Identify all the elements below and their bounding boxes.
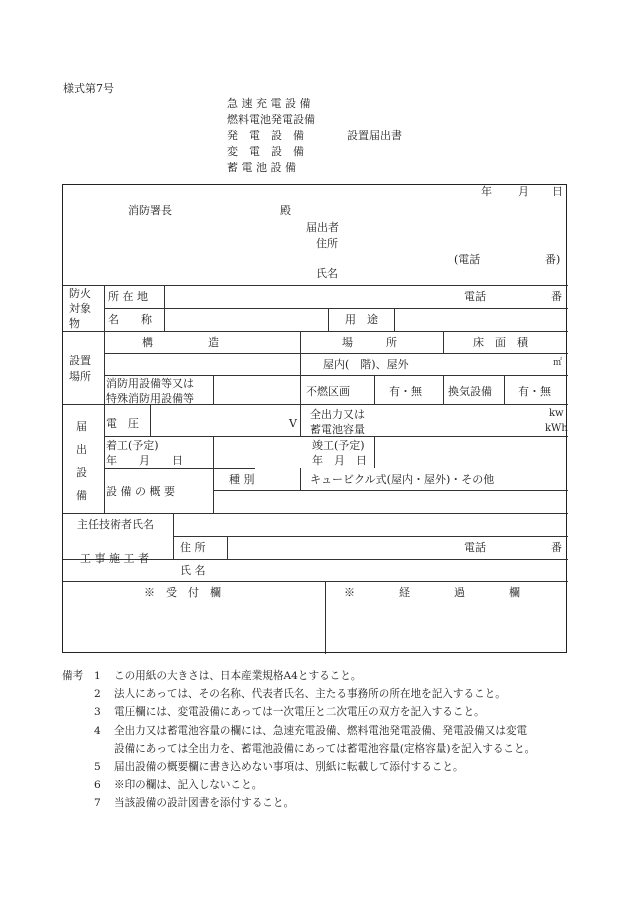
indoor-outdoor: 屋内( 階)、屋外 bbox=[323, 358, 409, 371]
site-label: 場所 bbox=[69, 370, 91, 383]
complete-label: 竣工(予定) bbox=[312, 439, 365, 452]
voltage-unit: V bbox=[289, 417, 297, 430]
target-phone-ban: 番 bbox=[551, 290, 562, 303]
honorific: 殿 bbox=[280, 204, 291, 217]
start-label: 着工(予定) bbox=[106, 439, 159, 452]
form-number: 様式第7号 bbox=[63, 82, 114, 95]
applicant-phone-label: (電話 bbox=[454, 253, 481, 266]
title-type: 蓄 電 池 設 備 bbox=[227, 161, 296, 174]
target-label: 物 bbox=[69, 317, 80, 330]
fireproof-presence: 有・無 bbox=[389, 385, 422, 398]
output-label: 全出力又は bbox=[310, 408, 365, 421]
complete-date: 年 月 日 bbox=[312, 454, 367, 467]
site-label: 設置 bbox=[69, 354, 91, 367]
contractor-phone-ban: 番 bbox=[551, 541, 562, 554]
cubicle-type: キュービクル式(屋内・屋外)・その他 bbox=[310, 473, 495, 486]
addressee-label: 消防署長 bbox=[128, 204, 172, 217]
target-location-label: 所 在 地 bbox=[108, 290, 148, 303]
sqm-unit: ㎡ bbox=[553, 358, 563, 368]
kw-unit: kw bbox=[549, 408, 564, 419]
equipment-label-char: 出 bbox=[76, 443, 87, 456]
contractor-phone-label: 電話 bbox=[464, 541, 486, 554]
floor-area-header: 床 面 積 bbox=[473, 336, 528, 349]
start-date: 年 月 日 bbox=[106, 454, 183, 467]
contractor-label: 工 事 施 工 者 bbox=[80, 552, 149, 565]
contractor-name-label: 氏 名 bbox=[180, 564, 206, 577]
progress-header: ※ 経 過 欄 bbox=[344, 586, 520, 599]
engineer-label: 主任技術者氏名 bbox=[77, 518, 154, 531]
title-type: 発 電 設 備 bbox=[227, 129, 304, 142]
structure-header: 構 造 bbox=[142, 336, 219, 349]
date-day: 日 bbox=[552, 185, 563, 198]
fire-equipment-label: 特殊消防用設備等 bbox=[106, 392, 194, 405]
ventilation-presence: 有・無 bbox=[518, 385, 551, 398]
equipment-label-char: 設 bbox=[76, 466, 87, 479]
note-item: 2 法人にあっては、その名称、代表者氏名、主たる事務所の所在地を記入すること。 bbox=[94, 688, 506, 701]
target-label: 防火 bbox=[69, 287, 91, 300]
contractor-address-label: 住 所 bbox=[180, 541, 206, 554]
fireproof-label: 不燃区画 bbox=[306, 385, 350, 398]
target-label: 対象 bbox=[69, 302, 91, 315]
date-month: 月 bbox=[518, 185, 529, 198]
applicant-name-label: 氏名 bbox=[316, 267, 338, 280]
note-item: 5 届出設備の概要欄に書き込めない事項は、別紙に転載して添付すること。 bbox=[94, 761, 464, 774]
note-item: 7 当該設備の設計図書を添付すること。 bbox=[94, 797, 295, 810]
kwh-unit: kWh bbox=[545, 423, 568, 434]
applicant-address-label: 住所 bbox=[316, 237, 338, 250]
target-use-label: 用 途 bbox=[345, 313, 378, 326]
place-header: 場 所 bbox=[342, 336, 397, 349]
ventilation-label: 換気設備 bbox=[448, 385, 492, 398]
note-item: 6 ※印の欄は、記入しないこと。 bbox=[94, 779, 263, 792]
notes bbox=[62, 667, 535, 813]
target-phone-label: 電話 bbox=[464, 290, 486, 303]
applicant-label: 届出者 bbox=[306, 221, 339, 234]
equipment-label-char: 備 bbox=[76, 489, 87, 502]
note-item: 4 全出力又は蓄電池容量の欄には、急速充電設備、燃料電池発電設備、発電設備又は変電 bbox=[94, 724, 528, 737]
title-type: 急 速 充 電 設 備 bbox=[227, 97, 311, 110]
equipment-label-char: 届 bbox=[76, 420, 87, 433]
fire-equipment-label: 消防用設備等又は bbox=[106, 377, 194, 390]
note-continuation: 設備にあっては全出力を、蓄電池設備にあっては蓄電池容量(定格容量)を記入すること。 bbox=[114, 742, 536, 755]
voltage-label: 電 圧 bbox=[106, 417, 139, 430]
title-type: 変 電 設 備 bbox=[227, 145, 304, 158]
overview-label: 設 備 の 概 要 bbox=[106, 485, 175, 498]
applicant-phone-ban: 番) bbox=[545, 253, 561, 266]
date-year: 年 bbox=[481, 185, 492, 198]
note-item: 備考 1 この用紙の大きさは、日本産業規格A4とすること。 bbox=[62, 667, 535, 685]
note-item: 3 電圧欄には、変電設備にあっては一次電圧と二次電圧の双方を記入すること。 bbox=[94, 706, 485, 719]
target-name-label: 名 称 bbox=[108, 313, 152, 326]
reception-header: ※ 受 付 欄 bbox=[144, 586, 221, 599]
notes-heading: 備考 bbox=[62, 670, 84, 682]
kind-label: 種 別 bbox=[229, 473, 255, 486]
output-label: 蓄電池容量 bbox=[310, 423, 365, 436]
title-suffix: 設置届出書 bbox=[347, 129, 402, 142]
title-type: 燃料電池発電設備 bbox=[227, 113, 315, 126]
